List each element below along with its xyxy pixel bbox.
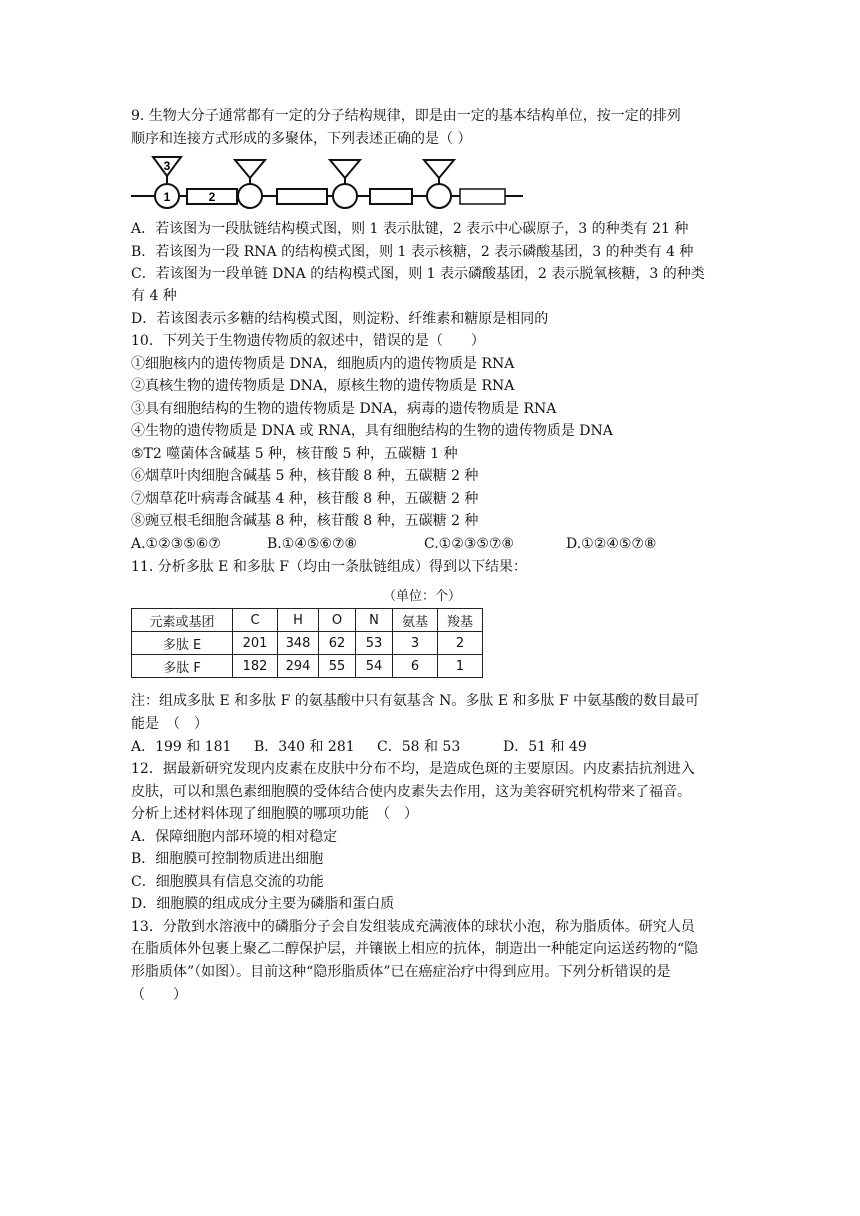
table-cell: 348 <box>278 632 319 655</box>
circle-unit <box>238 184 262 208</box>
table-cell: 182 <box>233 655 278 678</box>
table-cell: 62 <box>319 632 356 655</box>
q10-item: ④生物的遗传物质是 DNA 或 RNA，具有细胞结构的生物的遗传物质是 DNA <box>131 423 613 439</box>
table-header-cell: H <box>278 609 319 632</box>
q12-option-b: B．细胞膜可控制物质进出细胞 <box>131 851 324 867</box>
polymer-structure-diagram <box>131 154 531 214</box>
table-header-cell: 氨基 <box>393 609 438 632</box>
q10-stem: 10．下列关于生物遗传物质的叙述中，错误的是（ ） <box>131 333 485 349</box>
table-row <box>132 632 483 655</box>
q13-stem-line3: 形脂质体”（如图）。目前这种“隐形脂质体”已在癌症治疗中得到应用。下列分析错误的是 <box>131 964 671 980</box>
q12-option-c: C．细胞膜具有信息交流的功能 <box>131 874 324 890</box>
table-cell: 2 <box>438 632 483 655</box>
table-cell: 多肽 E <box>132 632 233 655</box>
q12-stem-line3: 分析上述材料体现了细胞膜的哪项功能 （ ） <box>131 806 418 822</box>
label-two: 2 <box>208 190 216 204</box>
q11-option-c: C．58 和 53 <box>377 739 461 755</box>
table-cell: 294 <box>278 655 319 678</box>
q10-option-c: C.①②③⑤⑦⑧ <box>424 536 514 552</box>
table-header-row <box>132 609 483 632</box>
table-header-cell: 羧基 <box>438 609 483 632</box>
q9-stem-line2: 顺序和连接方式形成的多聚体，下列表述正确的是（ ） <box>131 131 472 147</box>
triangle-unit <box>235 160 265 178</box>
q10-item: ①细胞核内的遗传物质是 DNA，细胞质内的遗传物质是 RNA <box>131 356 515 372</box>
table-cell: 多肽 F <box>132 655 233 678</box>
q9-stem-line1: 9. 生物大分子通常都有一定的分子结构规律，即是由一定的基本结构单位，按一定的排列 <box>131 108 681 124</box>
q10-option-b: B.①④⑤⑥⑦⑧ <box>267 536 358 552</box>
q10-item: ②真核生物的遗传物质是 DNA，原核生物的遗传物质是 RNA <box>131 378 515 394</box>
table-row <box>132 655 483 678</box>
rect-unit <box>277 189 327 204</box>
q10-item: ⑧豌豆根毛细胞含碱基 8 种，核苷酸 8 种，五碳糖 2 种 <box>131 513 479 529</box>
q9-option-b: B．若该图为一段 RNA 的结构模式图，则 1 表示核糖，2 表示磷酸基团，3 的种类有 4 种 <box>131 244 694 260</box>
q9-option-a: A．若该图为一段肽链结构模式图，则 1 表示肽键，2 表示中心碳原子，3 的种类有 21 种 <box>131 221 689 237</box>
table-cell: 201 <box>233 632 278 655</box>
q10-item: ③具有细胞结构的生物的遗传物质是 DNA，病毒的遗传物质是 RNA <box>131 401 557 417</box>
q9-option-c-line1: C．若该图为一段单链 DNA 的结构模式图，则 1 表示磷酸基团，2 表示脱氧核糖，3 的种类 <box>131 266 705 282</box>
table-header-cell: N <box>356 609 393 632</box>
q10-item: ⑥烟草叶肉细胞含碱基 5 种，核苷酸 8 种，五碳糖 2 种 <box>131 468 479 484</box>
table-header-cell: 元素或基团 <box>132 609 233 632</box>
q13-stem-line2: 在脂质体外包裹上聚乙二醇保护层，并镶嵌上相应的抗体，制造出一种能定向运送药物的“隐 <box>131 941 699 957</box>
q13-stem-line4: （ ） <box>131 987 187 1003</box>
q10-option-d: D.①②④⑤⑦⑧ <box>566 536 657 552</box>
rect-unit <box>370 189 412 204</box>
triangle-unit <box>424 160 454 178</box>
circle-unit <box>333 184 357 208</box>
table-cell: 3 <box>393 632 438 655</box>
q11-note-line2: 能是 （ ） <box>131 716 208 732</box>
q11-option-d: D．51 和 49 <box>503 739 587 755</box>
table-header-cell: C <box>233 609 278 632</box>
q10-item: ⑦烟草花叶病毒含碱基 4 种，核苷酸 8 种，五碳糖 2 种 <box>131 491 479 507</box>
triangle-unit <box>330 160 360 178</box>
q11-options <box>131 737 587 757</box>
q12-stem-line1: 12．据最新研究发现内皮素在皮肤中分布不均，是造成色斑的主要原因。内皮素拮抗剂进入 <box>131 761 695 777</box>
q11-stem: 11. 分析多肽 E 和多肽 F（均由一条肽链组成）得到以下结果： <box>131 559 527 575</box>
q12-stem-line2: 皮肤，可以和黑色素细胞膜的受体结合使内皮素失去作用，这为美容研究机构带来了福音。 <box>131 784 691 800</box>
q10-item: ⑤T2 噬菌体含碱基 5 种，核苷酸 5 种，五碳糖 1 种 <box>131 446 458 462</box>
q11-note-line1: 注：组成多肽 E 和多肽 F 的氨基酸中只有氨基含 N。多肽 E 和多肽 F 中氨基酸的数目最可 <box>131 693 700 709</box>
table-header-cell: O <box>319 609 356 632</box>
q12-option-a: A．保障细胞内部环境的相对稳定 <box>131 829 338 845</box>
q11-option-a: A．199 和 181 <box>131 739 232 755</box>
q9-option-d: D．若该图表示多糖的结构模式图，则淀粉、纤维素和糖原是相同的 <box>131 311 549 327</box>
q12-option-d: D．细胞膜的组成成分主要为磷脂和蛋白质 <box>131 896 395 912</box>
table-cell: 55 <box>319 655 356 678</box>
table-cell: 53 <box>356 632 393 655</box>
q10-options <box>131 534 656 554</box>
label-one: 1 <box>163 190 171 204</box>
label-three: 3 <box>163 159 171 173</box>
q11-table-unit: （单位：个） <box>383 589 462 604</box>
circle-unit <box>427 184 451 208</box>
q9-option-c-line2: 有 4 种 <box>131 288 177 304</box>
table-cell: 54 <box>356 655 393 678</box>
q11-data-table <box>131 608 483 678</box>
rect-unit <box>460 189 505 204</box>
table-cell: 1 <box>438 655 483 678</box>
q11-option-b: B．340 和 281 <box>254 739 355 755</box>
table-cell: 6 <box>393 655 438 678</box>
q13-stem-line1: 13．分散到水溶液中的磷脂分子会自发组装成充满液体的球状小泡，称为脂质体。研究人员 <box>131 919 695 935</box>
q10-option-a: A.①②③⑤⑥⑦ <box>131 536 221 552</box>
